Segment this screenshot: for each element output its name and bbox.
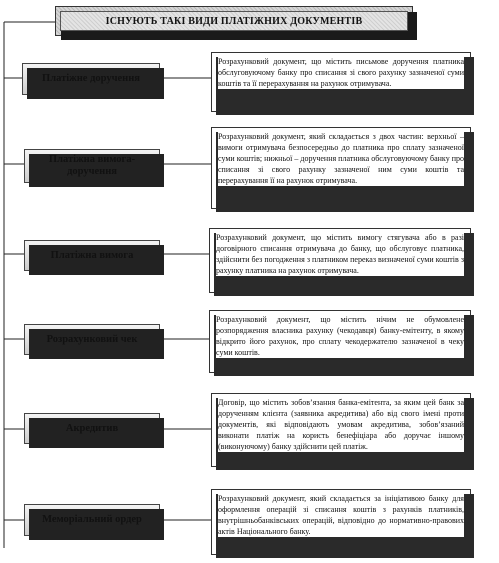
document-type-label: Акредитив: [65, 422, 119, 434]
document-description-payment-request-order: [211, 127, 471, 209]
document-type-payment-request-order: [24, 149, 160, 183]
document-type-letter-of-credit: [24, 413, 160, 444]
document-description-text: Розрахунковий документ, що містить вимогу стягувача або в разі договірного списання отримувача до банку, що обслуговує платника, здійснити без погодження з платником переказ визначеної суми коштів з рахунку платника на рахунок отримувача.: [216, 233, 464, 275]
document-type-payment-request: [24, 240, 160, 271]
document-description-memorial-order: [211, 489, 471, 555]
document-type-label: Платіжна вимога-доручення: [48, 154, 136, 177]
document-type-label: Меморіальний ордер: [42, 514, 142, 525]
document-description-text: Договір, що містить зобов’язання банка-емітента, за яким цей банк за дорученням клієнта (заявника акредитива) або від свого імені проти документів, які відповідають умовам акредитива, зобов’язаний виконати платіж на користь бенефіціара або доручає іншому (виконуючому) банку здійснити цей платіж.: [218, 398, 464, 451]
document-description-payment-request: [209, 228, 471, 293]
document-type-settlement-cheque: [24, 324, 160, 355]
diagram-title: [55, 6, 413, 36]
document-type-memorial-order: [24, 504, 160, 536]
document-description-settlement-cheque: [209, 310, 471, 373]
document-type-label: Платіжне доручення: [42, 73, 140, 84]
document-type-label: Платіжна вимога: [50, 249, 134, 261]
document-description-letter-of-credit: [211, 393, 471, 467]
document-description-text: Розрахунковий документ, який складається за ініціативою банку для оформлення операцій зі списання коштів з рахунків платників, внутрішньобанківських операцій, відповідно до нормативно-правових актів Національного банку.: [218, 494, 464, 536]
document-description-text: Розрахунковий документ, що містить нічим не обумовлене розпорядження власника рахунку (чекодавця) банку-емітенту, в якому відкрито його рахунок, про сплату чекодержателю зазначеної в чеку суми коштів.: [216, 315, 464, 357]
document-type-payment-order: [22, 63, 160, 95]
document-description-text: Розрахунковий документ, який складається з двох частин: верхньої – вимоги отримувача безпосередньо до платника про сплату зазначеної суми коштів; нижньої – доручення платника обслуговуючому банку про списання зі свого рахунку зазначеної ним суми коштів та перерахування її на рахунок отримувача.: [218, 132, 464, 185]
diagram-title-text: ІСНУЮТЬ ТАКІ ВИДИ ПЛАТІЖНИХ ДОКУМЕНТІВ: [105, 15, 363, 27]
document-description-payment-order: [211, 52, 471, 112]
document-description-text: Розрахунковий документ, що містить письмове доручення платника обслуговуючому банку про списання зі свого рахунку зазначеної суми коштів та її перерахування на рахунок отримувача.: [218, 57, 464, 88]
document-type-label: Розрахунковий чек: [46, 333, 138, 345]
